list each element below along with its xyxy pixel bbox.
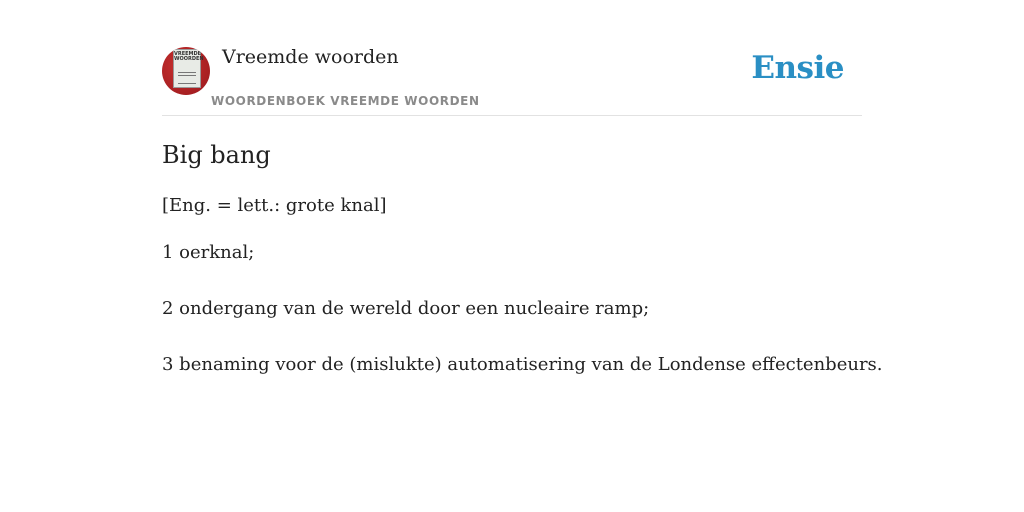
book-cover-line — [178, 72, 196, 73]
definition-item: 3 benaming voor de (mislukte) automatisering van de Londense effectenbeurs. — [162, 354, 883, 375]
dictionary-subtitle: WOORDENBOEK VREEMDE WOORDEN — [211, 94, 480, 108]
book-cover-line — [178, 75, 196, 76]
dictionary-avatar[interactable] — [162, 47, 210, 95]
book-cover-line — [178, 83, 196, 84]
dictionary-name-link[interactable]: Vreemde woorden — [222, 46, 399, 68]
entry-etymology: [Eng. = lett.: grote knal] — [162, 195, 387, 216]
page-container — [162, 0, 883, 375]
definition-item: 2 ondergang van de wereld door een nucleaire ramp; — [162, 298, 650, 319]
book-cover-icon — [173, 49, 204, 88]
header — [162, 0, 862, 116]
ensie-logo-link[interactable]: Ensie — [751, 50, 844, 86]
book-cover-title: VREEMDE WOORDEN — [174, 51, 204, 62]
definition-item: 1 oerknal; — [162, 242, 255, 263]
entry-title: Big bang — [162, 141, 271, 169]
